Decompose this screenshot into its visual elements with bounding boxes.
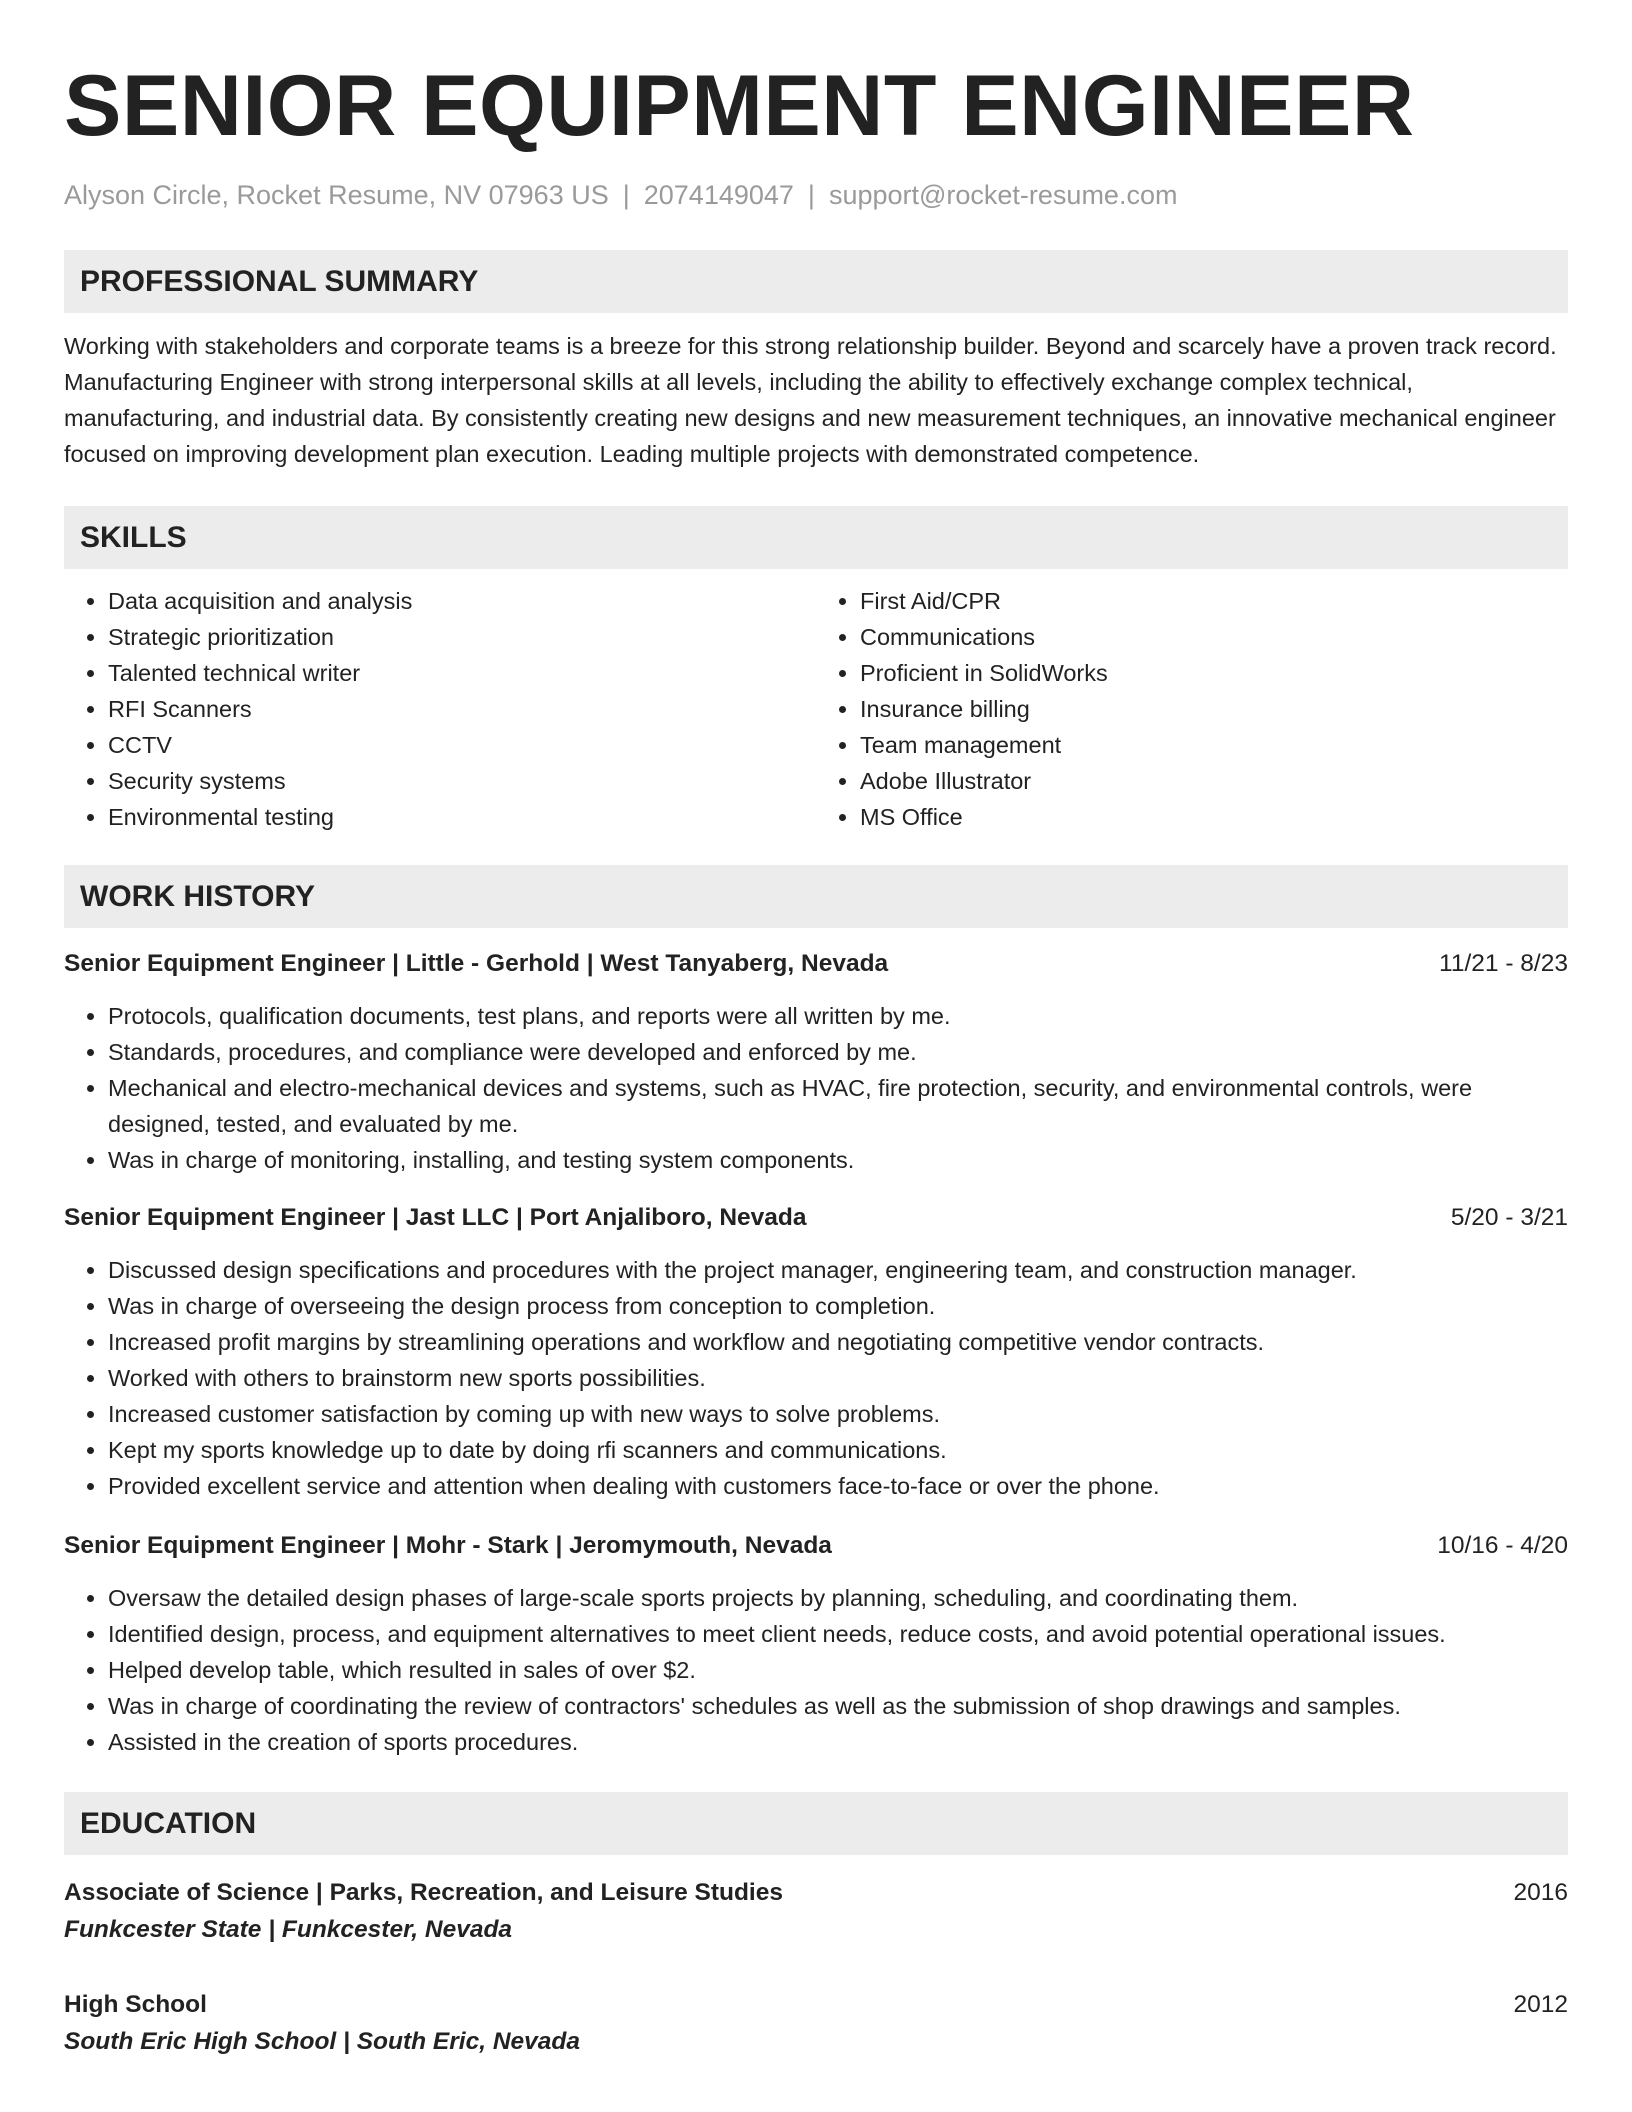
skills-list [64, 583, 1568, 835]
job-bullet: • Discussed design specifications and procedures with the project manager, engineering team, and construction manager. [108, 1252, 1568, 1288]
job-bullet: • Increased customer satisfaction by coming up with new ways to solve problems. [108, 1396, 1568, 1432]
skill-item: • CCTV [108, 727, 816, 763]
job-bullet: • Was in charge of monitoring, installing, and testing system components. [108, 1142, 1568, 1178]
contact-line [64, 178, 1568, 212]
job-dates: 11/21 - 8/23 [1439, 950, 1568, 977]
job-bullets [64, 998, 1568, 1178]
job-bullet: • Was in charge of coordinating the review of contractors' schedules as well as the submission of shop drawings and samples. [108, 1688, 1568, 1724]
job-dates: 10/16 - 4/20 [1437, 1532, 1568, 1559]
skill-item: • Proficient in SolidWorks [860, 655, 1568, 691]
education-school: South Eric High School | South Eric, Nevada [64, 2028, 580, 2055]
job-bullet: • Provided excellent service and attention when dealing with customers face-to-face or over the phone. [108, 1468, 1568, 1504]
contact-email: support@rocket-resume.com [828, 180, 1178, 210]
job-bullet: • Kept my sports knowledge up to date by doing rfi scanners and communications. [108, 1432, 1568, 1468]
job-bullet: • Was in charge of overseeing the design process from conception to completion. [108, 1288, 1568, 1324]
job-bullet: • Helped develop table, which resulted in sales of over $2. [108, 1652, 1568, 1688]
skill-item: • Strategic prioritization [108, 619, 816, 655]
education-entry [64, 1987, 1568, 2061]
education-year: 2016 [1513, 1879, 1568, 1906]
education-degree: High School [64, 1991, 207, 2018]
education-degree: Associate of Science | Parks, Recreation, and Leisure Studies [64, 1879, 783, 1906]
skill-item: • Data acquisition and analysis [108, 583, 816, 619]
contact-phone: 2074149047 [643, 180, 794, 210]
job-bullets [64, 1252, 1568, 1504]
contact-separator: | [622, 180, 630, 210]
skills-heading: SKILLS [64, 506, 1568, 569]
education-header [64, 1987, 1568, 2023]
job-bullets [64, 1580, 1568, 1760]
job-bullet: • Protocols, qualification documents, test plans, and reports were all written by me. [108, 998, 1568, 1034]
job-bullet: • Mechanical and electro-mechanical devices and systems, such as HVAC, fire protection, security, and environmental controls, were designed, tested, and evaluated by me. [108, 1070, 1568, 1142]
summary-text: Working with stakeholders and corporate teams is a breeze for this strong relationship builder. Beyond and scarcely have a proven track record. Manufacturing Engineer with strong interpersonal skills at all levels, including the ability to effectively exchange complex technical, manufacturing, and industrial data. By consistently creating new designs and new measurement techniques, an innovative mechanical engineer focused on improving development plan execution. Leading multiple projects with demonstrated competence. [64, 333, 1557, 467]
contact-address: Alyson Circle, Rocket Resume, NV 07963 US [64, 180, 609, 210]
skill-item: • Insurance billing [860, 691, 1568, 727]
job-bullet: • Worked with others to brainstorm new sports possibilities. [108, 1360, 1568, 1396]
job-entry [64, 1528, 1568, 1760]
job-entry [64, 946, 1568, 1178]
job-header [64, 946, 1568, 982]
skill-item: • MS Office [860, 799, 1568, 835]
job-header [64, 1200, 1568, 1236]
skill-item: • Adobe Illustrator [860, 763, 1568, 799]
skill-item: • RFI Scanners [108, 691, 816, 727]
job-bullet: • Assisted in the creation of sports procedures. [108, 1724, 1568, 1760]
job-title: Senior Equipment Engineer | Little - Gerhold | West Tanyaberg, Nevada [64, 950, 889, 977]
job-bullet: • Increased profit margins by streamlining operations and workflow and negotiating competitive vendor contracts. [108, 1324, 1568, 1360]
job-entry [64, 1200, 1568, 1504]
skill-item: • Environmental testing [108, 799, 816, 835]
job-title: Senior Equipment Engineer | Mohr - Stark | Jeromymouth, Nevada [64, 1532, 832, 1559]
summary-heading: PROFESSIONAL SUMMARY [64, 250, 1568, 313]
job-title: Senior Equipment Engineer | Jast LLC | Port Anjaliboro, Nevada [64, 1204, 807, 1231]
education-year: 2012 [1513, 1991, 1568, 2018]
skills-column-right [816, 583, 1568, 835]
skill-item: • First Aid/CPR [860, 583, 1568, 619]
education-school: Funkcester State | Funkcester, Nevada [64, 1916, 513, 1943]
job-bullet: • Oversaw the detailed design phases of large-scale sports projects by planning, scheduling, and coordinating them. [108, 1580, 1568, 1616]
job-dates: 5/20 - 3/21 [1450, 1204, 1568, 1231]
education-header [64, 1875, 1568, 1911]
job-bullet: • Identified design, process, and equipment alternatives to meet client needs, reduce costs, and avoid potential operational issues. [108, 1616, 1568, 1652]
job-bullet: • Standards, procedures, and compliance were developed and enforced by me. [108, 1034, 1568, 1070]
education-heading: EDUCATION [64, 1792, 1568, 1855]
candidate-title: SENIOR EQUIPMENT ENGINEER [64, 58, 1415, 154]
skill-item: • Communications [860, 619, 1568, 655]
contact-separator: | [807, 180, 815, 210]
education-entry [64, 1875, 1568, 1949]
skill-item: • Security systems [108, 763, 816, 799]
skill-item: • Team management [860, 727, 1568, 763]
job-header [64, 1528, 1568, 1564]
skill-item: • Talented technical writer [108, 655, 816, 691]
skills-column-left [64, 583, 816, 835]
work-history-heading: WORK HISTORY [64, 865, 1568, 928]
